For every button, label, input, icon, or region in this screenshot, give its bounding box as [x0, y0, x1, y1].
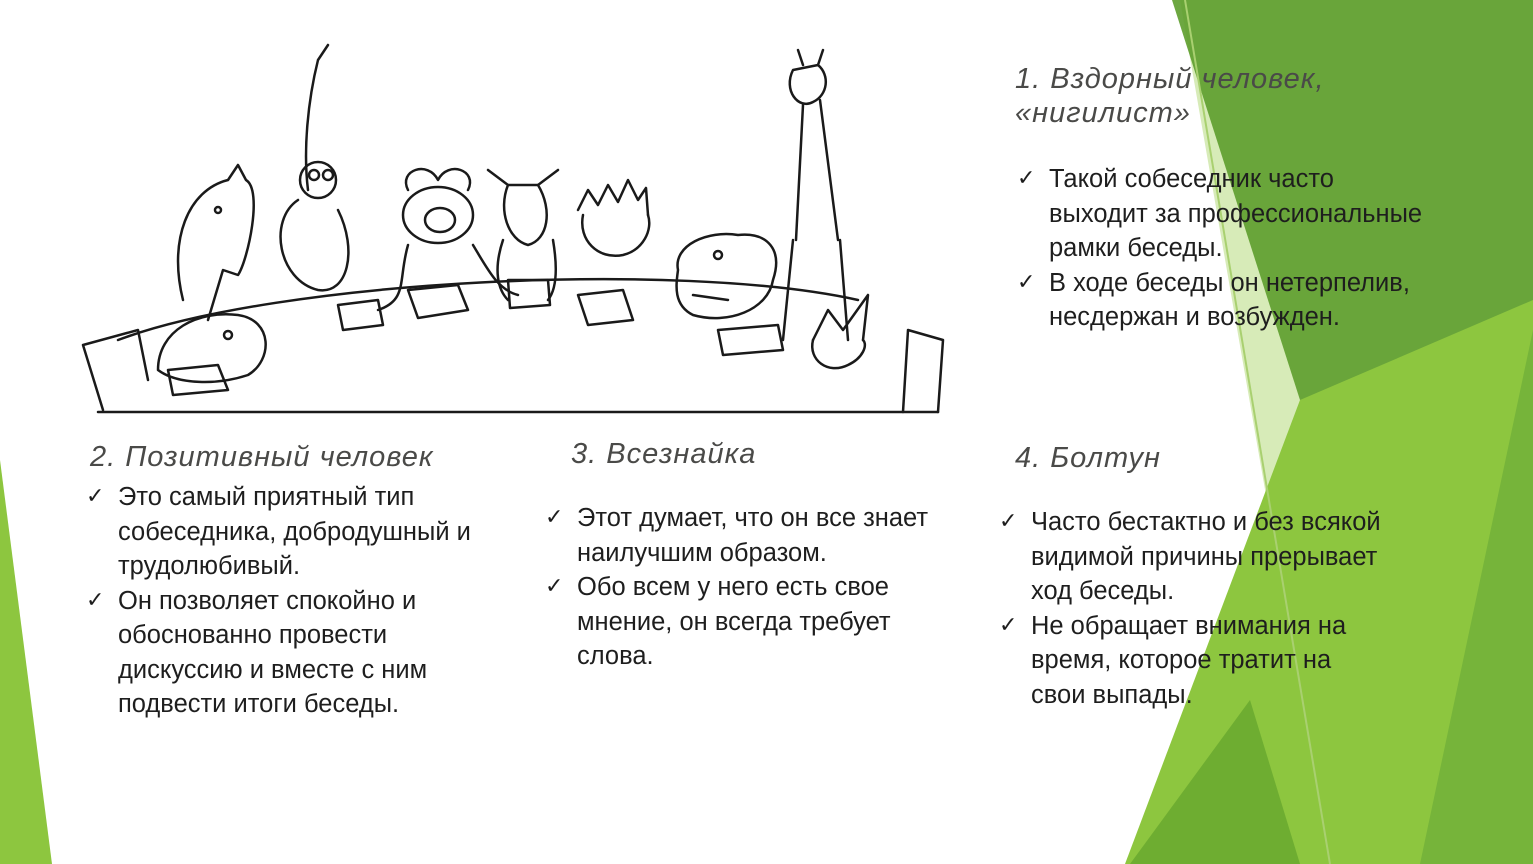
list-item: ✓ Не обращает внимания на время, которое тратит на свои выпады. — [997, 609, 1387, 713]
type-heading-3: 3. Всезнайка — [571, 438, 757, 470]
type-list-1 — [1015, 162, 1435, 335]
checkmark-icon: ✓ — [999, 509, 1018, 534]
type-block-1 — [1015, 62, 1435, 335]
list-item: ✓ Часто бестактно и без всякой видимой причины прерывает ход беседы. — [997, 505, 1387, 609]
meeting-cartoon-illustration — [78, 40, 950, 415]
type-block-4 — [997, 441, 1387, 712]
type-list-4 — [997, 505, 1387, 712]
type-list-3 — [543, 501, 953, 674]
list-item: ✓ Это самый приятный тип собеседника, добродушный и трудолюбивый. — [84, 480, 504, 584]
type-block-3 — [543, 437, 953, 674]
checkmark-icon: ✓ — [1017, 166, 1036, 191]
checkmark-icon: ✓ — [86, 587, 105, 613]
list-item: ✓ Обо всем у него есть свое мнение, он всегда требует слова. — [543, 570, 953, 674]
checkmark-icon: ✓ — [999, 612, 1018, 638]
list-item: ✓ В ходе беседы он нетерпелив, несдержан и возбужден. — [1015, 266, 1435, 335]
checkmark-icon: ✓ — [545, 505, 564, 530]
type-heading-2: 2. Позитивный человек — [90, 441, 434, 473]
checkmark-icon: ✓ — [545, 574, 564, 599]
type-heading-1: 1. Вздорный человек, «нигилист» — [1015, 63, 1325, 129]
left-green-wedge — [0, 460, 52, 864]
list-item: ✓ Этот думает, что он все знает наилучшим образом. — [543, 501, 953, 570]
type-list-2 — [84, 480, 504, 722]
type-block-2 — [84, 440, 504, 722]
checkmark-icon: ✓ — [86, 484, 105, 509]
list-item: ✓ Он позволяет спокойно и обоснованно провести дискуссию и вместе с ним подвести итоги беседы. — [84, 584, 504, 722]
checkmark-icon: ✓ — [1017, 269, 1036, 295]
type-heading-4: 4. Болтун — [1015, 442, 1161, 474]
list-item: ✓ Такой собеседник часто выходит за профессиональные рамки беседы. — [1015, 162, 1435, 266]
